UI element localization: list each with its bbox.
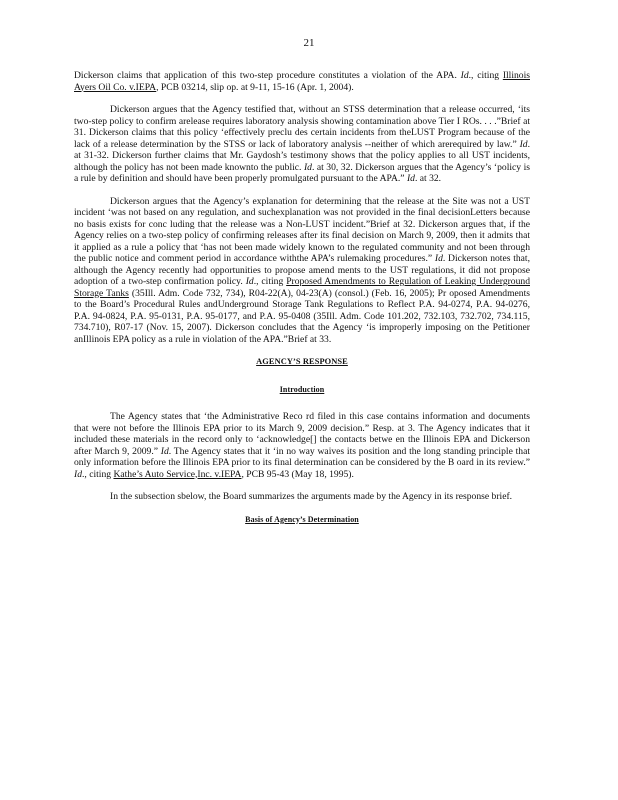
- paragraph-1-text: Dickerson claims that application of this two-step procedure constitutes a violation of the APA.: [74, 70, 457, 81]
- paragraph-5-text: In the subsection sbelow, the Board summarizes the arguments made by the Agency in its response brief.: [110, 491, 513, 502]
- paragraph-1-citing: ., citing: [468, 70, 500, 81]
- heading-introduction: [74, 384, 530, 396]
- citation-id: Id: [303, 161, 312, 173]
- heading-agency-response-text: AGENCY’S RESPONSE: [256, 357, 348, 366]
- page-number: 21: [303, 37, 315, 49]
- paragraph-1-end: , PCB 03214, slip op. at 9-11, 15-16 (Apr. 1, 2004).: [156, 81, 354, 93]
- paragraph-4-end: , PCB 95-43 (May 18, 1995).: [241, 468, 354, 480]
- heading-basis-determination: [74, 514, 530, 526]
- paragraph-3-text-d: (35Ill. Adm. Code 732, 734), R04-22(A), 04-23(A) (consol.) (Feb. 16, 2005); Pr oposed Amendments to the Board’s Procedural Rules andUnderground Storage Tank Regulations to Reflect P.A. 94-0274, P.A. 94-0276, P.A. 94-0824, P.A. 95-0131, P.A. 95-0177, and P.A. 95-0408 (35Ill. Adm. Code 101.202, 732.103, 732.702, 734.115, 734.710), R07-17 (Nov. 15, 2007). Dickerson concludes that the Agency ‘is improperly imposing on the Petitioner anIllinois EPA policy as a rule in violation of the APA.”Brief at 33.: [74, 287, 530, 345]
- heading-basis-text: Basis of Agency’s Determination: [245, 514, 359, 524]
- paragraph-3: [74, 196, 530, 346]
- paragraph-4-text-b: . The Agency states that it ‘in no way waives its position and the long standing principle that only information before the Illinois EPA prior to its final determination can be considered by the B oard in its review.”: [74, 445, 530, 468]
- paragraph-3-text: Dickerson argues that the Agency’s explanation for determining that the release at the Site was not a UST incident ‘was not based on any regulation, and suchexplanation was not provided in the final decisionLetters because no basis exists for conc luding that the release was a Non-LUST incident.”Brief at 32. Dickerson argues that, if the Agency relies on a two-step policy of confirming releases after its final decision on March 9, 2009, then it admits that it applied as a rule a policy that ‘has not been made widely known to the regulated community and not been through the public notice and comment period in accordance withthe APA’s rulemaking procedures.”: [74, 195, 530, 264]
- paragraph-2-text-b: . at 31-32. Dickerson further claims that Mr. Gaydosh’s testimony shows that the policy applies to all UST incidents, although the policy has not been made knownto the public.: [74, 138, 530, 173]
- paragraph-5: [74, 491, 530, 503]
- paragraph-2-text-d: . at 32.: [414, 173, 442, 184]
- paragraph-2: [74, 104, 530, 185]
- citation-id: Id: [160, 445, 169, 457]
- paragraph-2-text: Dickerson argues that the Agency testified that, without an STSS determination that a release occurred, ‘its two-step policy to confirm arelease requires laboratory analysis showing contamination above Tier I ROs. . . .”Brief at 31. Dickerson claims that this policy ‘effectively preclu des certain incidents from theLUST Program because of the lack of a release determination by the STSS or lack of laboratory analysis --neither of which arerequired by law.”: [74, 104, 530, 150]
- heading-agency-response: [74, 356, 530, 368]
- case-name-kathes: Kathe’s Auto Service,Inc. v.IEPA: [113, 468, 242, 480]
- paragraph-2-text-c: . at 30, 32. Dickerson argues that the Agency’s ‘policy is a rule by definition and should have been properly promulgated pursuant to the APA.”: [74, 161, 530, 184]
- citation-id: Id: [245, 276, 254, 287]
- paragraph-4: [74, 411, 530, 480]
- paragraph-4-citing: ., citing: [82, 468, 112, 480]
- paragraph-3-text-b: . Dickerson notes that, although the Agency recently had opportunities to propose amend ments to the UST regulations, it did not propose adoption of a two-step confirmation policy.: [74, 253, 530, 287]
- body-text: [74, 70, 530, 541]
- case-name-ayers: Illinois Ayers Oil Co. v.IEPA: [74, 70, 530, 93]
- paragraph-1: [74, 70, 530, 93]
- heading-introduction-text: Introduction: [279, 384, 325, 394]
- citation-id: Id: [74, 468, 82, 480]
- citation-id: Id: [460, 70, 469, 81]
- citation-id: Id: [434, 253, 443, 264]
- reference-proposed-amendments: Proposed Amendments to Regulation of Leaking Underground Storage Tanks: [74, 276, 530, 299]
- citation-id: Id: [406, 173, 415, 184]
- citation-id: Id: [519, 138, 528, 150]
- paragraph-4-text: The Agency states that ‘the Administrative Reco rd filed in this case contains information and documents that were not before the Illinois EPA prior to its March 9, 2009 decision.” Resp. at 3. The Agency indicates that it included these materials in the record only to ‘acknowledge[] the contacts betwe en the Illinois EPA and Dickerson after March 9, 2009.”: [74, 411, 530, 457]
- paragraph-3-citing: ., citing: [253, 276, 284, 287]
